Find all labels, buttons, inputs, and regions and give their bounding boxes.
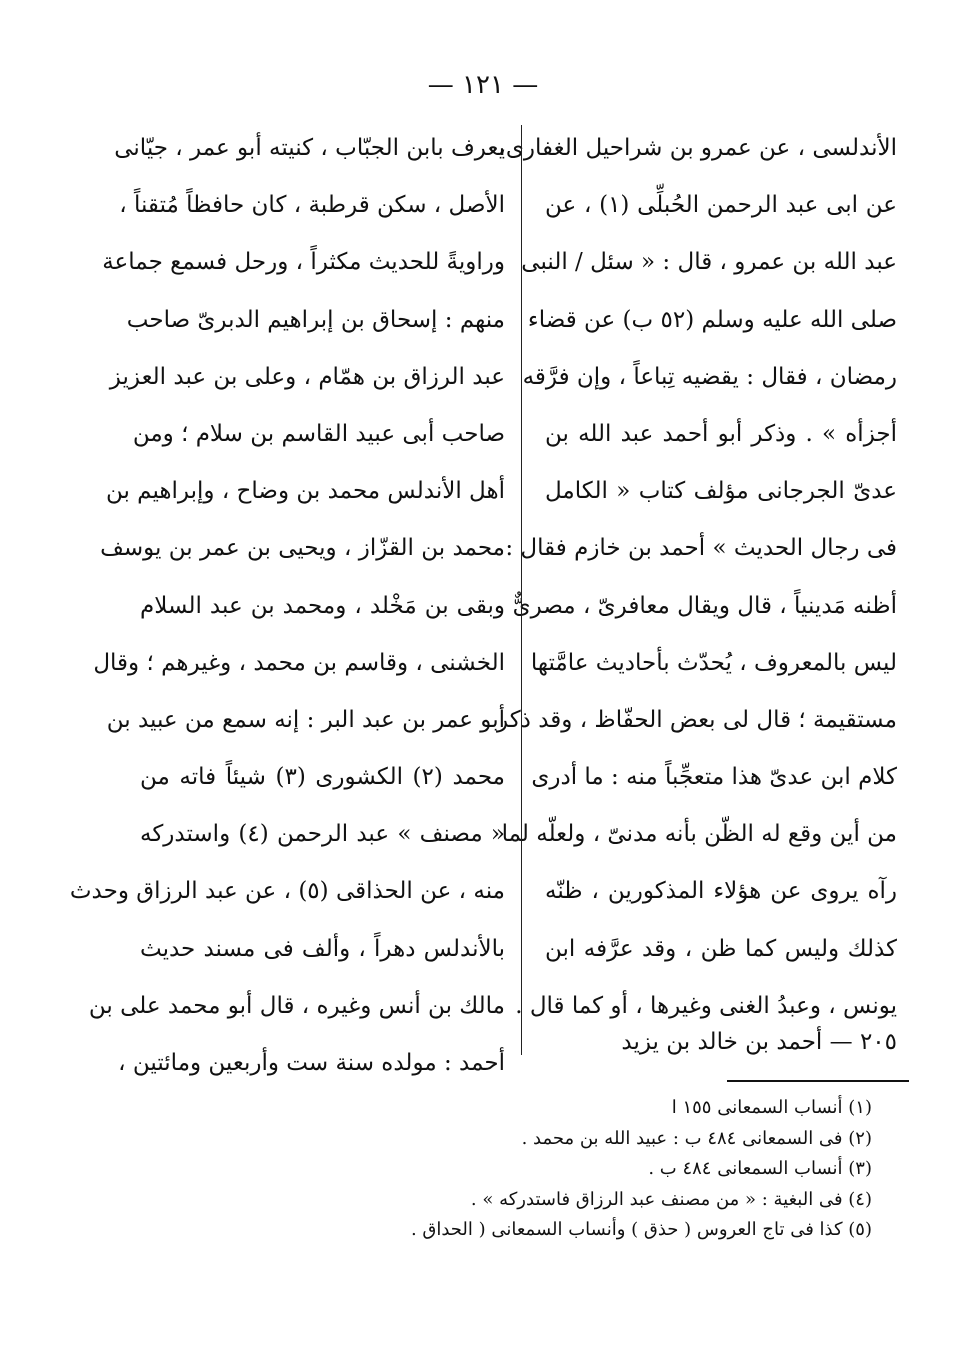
text-line: عدىّ الجرجانى مؤلف كتاب « الكامل — [545, 478, 897, 505]
text-line: محمد بن القزّاز ، ويحيى بن عمر بن يوسف — [100, 535, 505, 562]
footnote: (٣) أنساب السمعانى ٤٨٤ ب . — [648, 1158, 872, 1179]
text-line: « مصنف » عبد الرحمن (٤) واستدركه — [140, 821, 505, 848]
text-line: منهم : إسحاق بن إبراهيم الدبرىّ صاحب — [126, 306, 505, 333]
text-line: صاحب أبى عبيد القاسم بن سلام ؛ ومن — [132, 420, 505, 447]
page-number: — ١٢١ — — [427, 70, 539, 100]
left-column — [69, 120, 505, 1092]
text-line: رمضان ، فقال : يقضيه تِباعاً ، وإن فرَّقه — [522, 363, 897, 390]
text-line: مستقيمة ؛ قال لى بعض الحفّاظ ، وقد ذكر — [497, 706, 897, 733]
footnote-separator — [727, 1080, 909, 1082]
text-line: ليس بالمعروف ، يُحدّث بأحاديث عامَّتها — [530, 649, 897, 676]
text-line: كذلك وليس كما ظن ، وقد عرَّفه ابن — [545, 935, 897, 962]
text-line: وبقى بن مَخْلد ، ومحمد بن عبد السلام — [140, 592, 505, 619]
text-line: فى رجال الحديث » أحمد بن خازم فقال : — [505, 535, 897, 562]
footnote: (٢) فى السمعانى ٤٨٤ ب : عبيد الله بن محمد . — [521, 1127, 872, 1149]
text-line: كلام ابن عدىّ هذا متعجِّباً منه : ما أدرى — [531, 764, 897, 791]
text-line: منه ، عن الحذاقى (٥) ، عن عبد الرزاق وحدث — [69, 878, 505, 905]
text-line: أهل الأندلس محمد بن وضاح ، وإبراهيم بن — [105, 478, 505, 505]
text-line: أحمد : مولده سنة ست وأربعين ومائتين ، — [118, 1050, 505, 1076]
text-line: من أين وقع له الظّن بأنه مدنىّ ، ولعلّه لما — [501, 821, 897, 848]
text-line: يونس ، وعبدُ الغنى وغيرها ، أو كما قال . — [515, 992, 897, 1019]
text-line: عبد الرزاق بن همّام ، وعلى بن عبد العزيز — [109, 363, 505, 390]
text-line: رآه يروى عن هؤلاء المذكورين ، ظنّه — [545, 878, 897, 905]
footnote: (٤) فى البغية : « من مصنف عبد الرزاق فاستدركه » . — [470, 1188, 872, 1210]
entry-heading: ٢٠٥ — أحمد بن خالد بن يزيد — [621, 1029, 897, 1055]
text-line: أجزأه » . وذكر أبو أحمد عبد الله بن — [545, 420, 897, 447]
text-line: عن ابى عبد الرحمن الحُبلِّى (١) ، عن — [545, 192, 897, 219]
right-column — [497, 120, 897, 1035]
text-line: أظنه مَدينياً ، قال ويقال معافرىّ ، مصرىٌّ — [512, 592, 897, 619]
text-line: صلى الله عليه وسلم (٥٢ ب) عن قضاء — [527, 306, 897, 333]
text-line: بالأندلس دهراً ، وألف فى مسند حديث — [140, 935, 505, 962]
text-line: محمد (٢) الكشورى (٣) شيئاً فاته من — [140, 764, 505, 791]
text-line: أبو عمر بن عبد البر : إنه سمع من عبيد بن — [106, 706, 505, 733]
text-line: الأندلسى ، عن عمرو بن شراحيل الغفارى، — [498, 135, 897, 161]
text-line: مالك بن أنس وغيره ، قال أبو محمد على بن — [88, 992, 505, 1019]
text-line: الأصل ، سكن قرطبة ، كان حافظاً مُتقناً ، — [119, 192, 505, 219]
footnotes — [330, 1093, 872, 1246]
footnote: (٥) كذا فى تاج العروس ( حذق ) وأنساب السمعانى ( الحداق . — [410, 1219, 872, 1240]
column-divider — [521, 125, 522, 1055]
text-line: عبد الله بن عمرو ، قال : « سئل / النبى — [521, 249, 897, 276]
text-line: وراويةً للحديث مكثراً ، ورحل فسمع جماعة — [102, 249, 505, 276]
text-line: الخشنى ، وقاسم بن محمد ، وغيرهم ؛ وقال — [93, 649, 505, 676]
text-line: يعرف بابن الجبّاب ، كنيته أبو عمر ، جيّانى — [114, 135, 505, 161]
footnote: (١) أنساب السمعانى ١٥٥ ا — [671, 1097, 872, 1118]
